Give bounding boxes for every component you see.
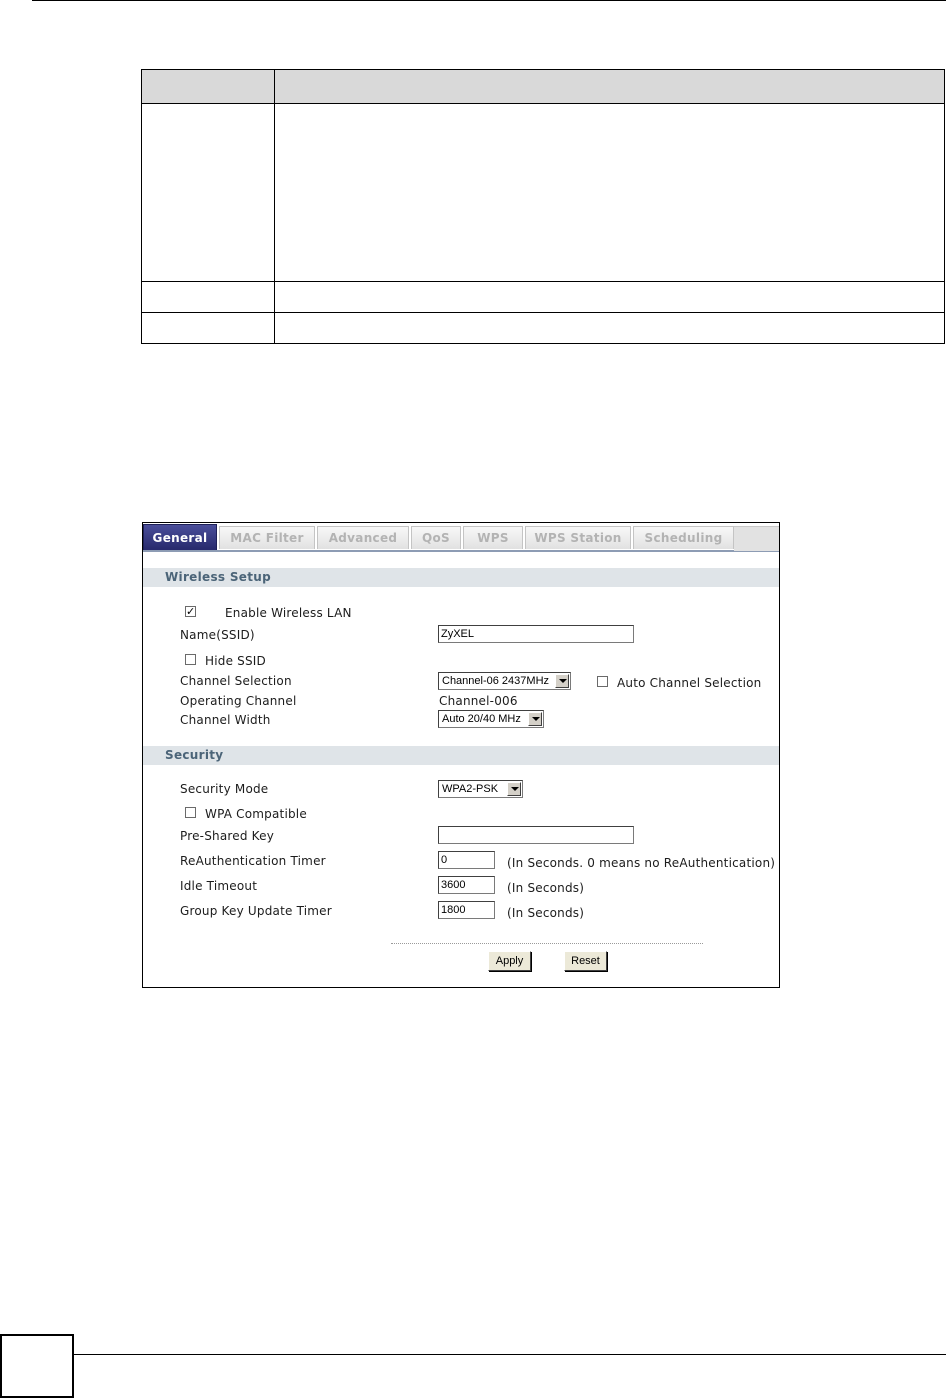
channel-selection-select[interactable]: [438, 672, 571, 690]
group-key-timer-input[interactable]: 1800: [438, 901, 495, 919]
ssid-label: Name(SSID): [180, 628, 255, 642]
chevron-down-icon: [507, 782, 521, 796]
security-mode-select[interactable]: [438, 780, 523, 798]
chevron-down-icon: [555, 674, 569, 688]
idle-timeout-input[interactable]: 3600: [438, 876, 495, 894]
enable-wireless-checkbox[interactable]: [185, 606, 196, 617]
tab-wps[interactable]: WPS: [463, 526, 523, 549]
security-mode-label: Security Mode: [180, 782, 269, 796]
table-row: [142, 104, 945, 282]
section-wireless-setup: Wireless Setup: [143, 568, 779, 587]
auto-channel-label: Auto Channel Selection: [617, 676, 762, 690]
channel-selection-value: Channel-06 2437MHz: [442, 675, 550, 687]
hide-ssid-label: Hide SSID: [205, 654, 266, 668]
table-header-cell: [142, 70, 275, 104]
apply-button[interactable]: Apply: [488, 951, 531, 971]
page-number-box: [0, 1334, 74, 1398]
tab-qos[interactable]: QoS: [411, 526, 461, 549]
tab-wps-station[interactable]: WPS Station: [525, 526, 631, 549]
reauth-timer-hint: (In Seconds. 0 means no ReAuthentication): [507, 856, 776, 870]
table-cell: [142, 104, 275, 282]
tab-bar-filler: [734, 526, 779, 551]
table-cell: [275, 282, 945, 313]
tab-mac-filter[interactable]: MAC Filter: [219, 526, 315, 549]
check-mark-icon: ✓: [186, 605, 196, 618]
footer-rule: [72, 1354, 946, 1355]
pre-shared-key-input[interactable]: [438, 826, 634, 844]
tab-advanced[interactable]: Advanced: [317, 526, 409, 549]
table-header-cell: [275, 70, 945, 104]
button-divider: [391, 943, 703, 944]
table-row: [142, 282, 945, 313]
operating-channel-label: Operating Channel: [180, 694, 297, 708]
enable-wireless-label: Enable Wireless LAN: [225, 606, 352, 620]
pre-shared-key-label: Pre-Shared Key: [180, 829, 275, 843]
security-mode-value: WPA2-PSK: [442, 783, 499, 795]
group-key-timer-hint: (In Seconds): [507, 906, 585, 920]
operating-channel-value: Channel-006: [439, 694, 518, 708]
group-key-timer-label: Group Key Update Timer: [180, 904, 332, 918]
table-header-row: [142, 70, 945, 104]
idle-timeout-hint: (In Seconds): [507, 881, 585, 895]
section-security: Security: [143, 746, 779, 765]
channel-selection-label: Channel Selection: [180, 674, 292, 688]
reauth-timer-label: ReAuthentication Timer: [180, 854, 326, 868]
wireless-general-panel: [142, 522, 780, 988]
auto-channel-checkbox[interactable]: [597, 676, 608, 687]
field-description-table: [141, 69, 945, 344]
hide-ssid-checkbox[interactable]: [185, 654, 196, 665]
wpa-compatible-checkbox[interactable]: [185, 807, 196, 818]
chevron-down-icon: [528, 712, 542, 726]
channel-width-value: Auto 20/40 MHz: [442, 713, 521, 725]
wpa-compatible-label: WPA Compatible: [205, 807, 307, 821]
header-rule: [32, 0, 946, 1]
tab-general[interactable]: General: [143, 524, 217, 550]
table-cell: [275, 104, 945, 282]
reset-button[interactable]: Reset: [564, 951, 607, 971]
reauth-timer-input[interactable]: 0: [438, 851, 495, 869]
table-row: [142, 313, 945, 344]
ssid-input[interactable]: ZyXEL: [438, 625, 634, 643]
channel-width-select[interactable]: [438, 710, 544, 728]
table-cell: [142, 282, 275, 313]
tab-scheduling[interactable]: Scheduling: [633, 526, 734, 549]
table-cell: [275, 313, 945, 344]
table-cell: [142, 313, 275, 344]
idle-timeout-label: Idle Timeout: [180, 879, 258, 893]
tab-bar: [143, 523, 779, 552]
channel-width-label: Channel Width: [180, 713, 271, 727]
